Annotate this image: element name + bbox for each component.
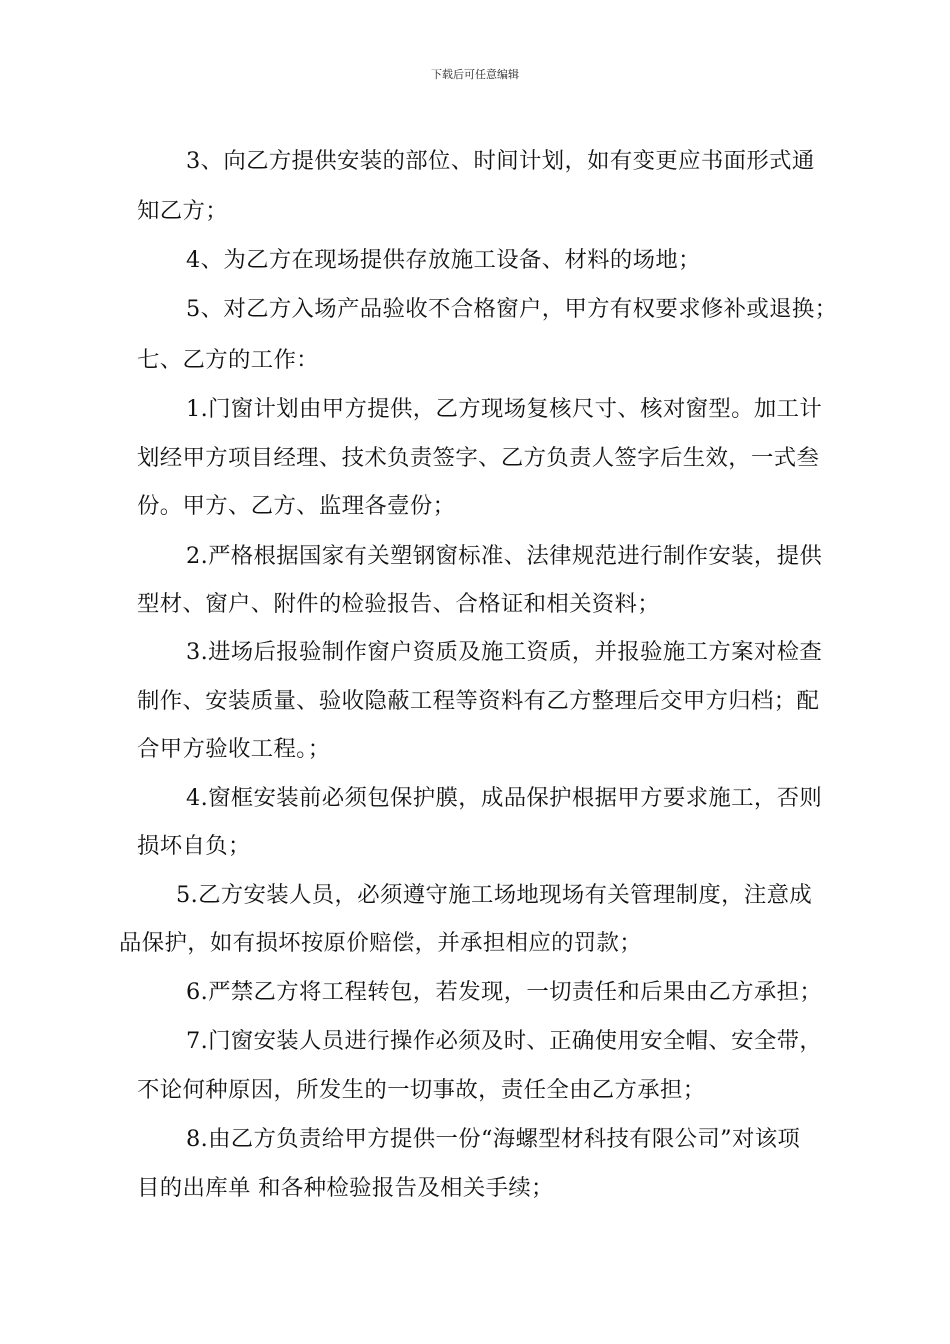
text-line: 1.门窗计划由甲方提供，乙方现场复核尺寸、核对窗型。加工计 [186,396,823,422]
text-line: 份。甲方、乙方、监理各壹份； [137,493,456,519]
text-line: 4、为乙方在现场提供存放施工设备、材料的场地； [186,247,701,273]
text-line: 5.乙方安装人员，必须遵守施工场地现场有关管理制度，注意成 [176,882,813,908]
text-line: 6.严禁乙方将工程转包，若发现，一切责任和后果由乙方承担； [186,979,823,1005]
text-line: 制作、安装质量、验收隐蔽工程等资料有乙方整理后交甲方归档；配 [137,688,820,714]
text-line: 3.进场后报验制作窗户资质及施工资质，并报验施工方案对检查 [186,639,823,665]
text-line: 8.由乙方负责给甲方提供一份“海螺型材科技有限公司”对该项 [186,1126,801,1152]
text-line: 5、对乙方入场产品验收不合格窗户，甲方有权要求修补或退换； [186,296,838,322]
text-line: 目的出库单 和各种检验报告及相关手续； [137,1175,554,1201]
text-line: 2.严格根据国家有关塑钢窗标准、法律规范进行制作安装，提供 [186,543,823,569]
text-line: 划经甲方项目经理、技术负责签字、乙方负责人签字后生效，一式叁 [137,445,820,471]
text-line: 型材、窗户、附件的检验报告、合格证和相关资料； [137,591,661,617]
section-heading: 七、乙方的工作： [137,347,319,373]
text-line: 4.窗框安装前必须包保护膜，成品保护根据甲方要求施工，否则 [186,785,823,811]
text-line: 3、向乙方提供安装的部位、时间计划，如有变更应书面形式通 [186,148,815,174]
text-line: 7.门窗安装人员进行操作必须及时、正确使用安全帽、安全带， [186,1028,823,1054]
page-header: 下载后可任意编辑 [431,68,519,81]
text-line: 不论何种原因，所发生的一切事故，责任全由乙方承担； [137,1077,706,1103]
text-line: 损坏自负； [137,833,251,859]
text-line: 知乙方； [137,198,228,224]
text-line: 合甲方验收工程。； [137,736,331,762]
text-line: 品保护，如有损坏按原价赔偿，并承担相应的罚款； [119,930,643,956]
